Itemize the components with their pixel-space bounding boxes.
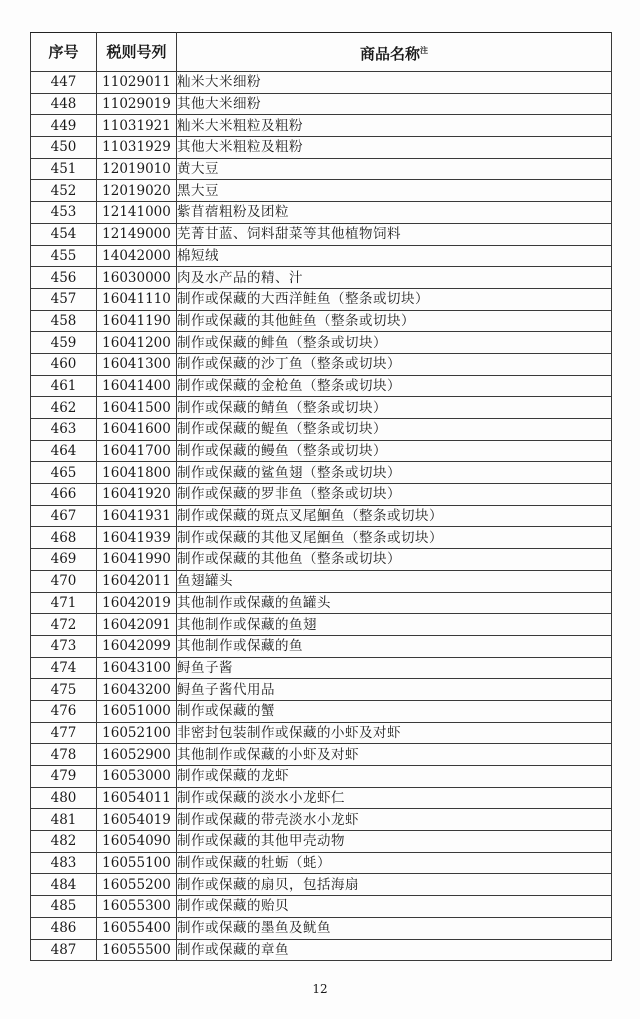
name-cell: 制作或保藏的贻贝: [177, 896, 612, 918]
code-cell: 12019020: [97, 180, 177, 202]
table-row: [31, 614, 612, 636]
table-row: [31, 332, 612, 354]
seq-cell: 466: [31, 484, 97, 506]
table-row: [31, 310, 612, 332]
code-cell: 16041400: [97, 375, 177, 397]
name-cell: 制作或保藏的牡蛎（蚝）: [177, 852, 612, 874]
table-row: [31, 72, 612, 94]
name-cell: 制作或保藏的淡水小龙虾仁: [177, 787, 612, 809]
seq-cell: 451: [31, 158, 97, 180]
seq-cell: 460: [31, 353, 97, 375]
table-row: [31, 527, 612, 549]
name-cell: 制作或保藏的其他鱼（整条或切块）: [177, 549, 612, 571]
seq-cell: 447: [31, 72, 97, 94]
name-cell: 制作或保藏的罗非鱼（整条或切块）: [177, 484, 612, 506]
seq-cell: 454: [31, 223, 97, 245]
table-row: [31, 700, 612, 722]
seq-cell: 458: [31, 310, 97, 332]
name-cell: 籼米大米粗粒及粗粉: [177, 115, 612, 137]
table-row: [31, 549, 612, 571]
code-cell: 16042099: [97, 635, 177, 657]
seq-cell: 453: [31, 202, 97, 224]
code-cell: 16043100: [97, 657, 177, 679]
table-row: [31, 505, 612, 527]
table-row: [31, 896, 612, 918]
seq-cell: 469: [31, 549, 97, 571]
table-row: [31, 419, 612, 441]
seq-cell: 480: [31, 787, 97, 809]
name-cell: 制作或保藏的蟹: [177, 700, 612, 722]
seq-cell: 485: [31, 896, 97, 918]
table-row: [31, 353, 612, 375]
table-row: [31, 484, 612, 506]
seq-cell: 462: [31, 397, 97, 419]
seq-cell: 486: [31, 917, 97, 939]
code-cell: 16041990: [97, 549, 177, 571]
seq-cell: 475: [31, 679, 97, 701]
code-cell: 16054019: [97, 809, 177, 831]
table-row: [31, 375, 612, 397]
name-cell: 鲟鱼子酱: [177, 657, 612, 679]
table-row: [31, 570, 612, 592]
code-cell: 16055200: [97, 874, 177, 896]
table-row: [31, 787, 612, 809]
seq-cell: 487: [31, 939, 97, 961]
table-row: [31, 679, 612, 701]
code-cell: 16055100: [97, 852, 177, 874]
code-cell: 16052100: [97, 722, 177, 744]
code-cell: 16054011: [97, 787, 177, 809]
name-cell: 紫苜蓿粗粉及团粒: [177, 202, 612, 224]
name-cell: 制作或保藏的鳗鱼（整条或切块）: [177, 440, 612, 462]
name-cell: 制作或保藏的墨鱼及鱿鱼: [177, 917, 612, 939]
table-row: [31, 180, 612, 202]
code-cell: 16042091: [97, 614, 177, 636]
table-row: [31, 137, 612, 159]
table-row: [31, 267, 612, 289]
name-cell: 制作或保藏的龙虾: [177, 766, 612, 788]
table-row: [31, 462, 612, 484]
code-cell: 12149000: [97, 223, 177, 245]
header-code-label: 税则号列: [106, 43, 167, 61]
name-cell: 制作或保藏的大西洋鲑鱼（整条或切块）: [177, 288, 612, 310]
seq-cell: 467: [31, 505, 97, 527]
seq-cell: 473: [31, 635, 97, 657]
seq-cell: 465: [31, 462, 97, 484]
code-cell: 16041920: [97, 484, 177, 506]
seq-cell: 455: [31, 245, 97, 267]
code-cell: 16053000: [97, 766, 177, 788]
table-row: [31, 831, 612, 853]
seq-cell: 482: [31, 831, 97, 853]
name-cell: 鲟鱼子酱代用品: [177, 679, 612, 701]
table-row: [31, 917, 612, 939]
table-row: [31, 223, 612, 245]
code-cell: 16041300: [97, 353, 177, 375]
table-row: [31, 288, 612, 310]
name-cell: 制作或保藏的扇贝，包括海扇: [177, 874, 612, 896]
name-cell: 制作或保藏的带壳淡水小龙虾: [177, 809, 612, 831]
seq-cell: 471: [31, 592, 97, 614]
seq-cell: 461: [31, 375, 97, 397]
seq-cell: 478: [31, 744, 97, 766]
header-name-label: 商品名称: [359, 45, 420, 63]
seq-cell: 452: [31, 180, 97, 202]
code-cell: 16043200: [97, 679, 177, 701]
table-row: [31, 809, 612, 831]
table-header: [31, 33, 612, 72]
name-cell: 肉及水产品的精、汁: [177, 267, 612, 289]
code-cell: 16041500: [97, 397, 177, 419]
seq-cell: 456: [31, 267, 97, 289]
name-cell: 制作或保藏的沙丁鱼（整条或切块）: [177, 353, 612, 375]
code-cell: 16041931: [97, 505, 177, 527]
table-row: [31, 202, 612, 224]
code-cell: 11031921: [97, 115, 177, 137]
seq-cell: 459: [31, 332, 97, 354]
name-cell: 芜菁甘蓝、饲料甜菜等其他植物饲料: [177, 223, 612, 245]
code-cell: 16052900: [97, 744, 177, 766]
seq-cell: 457: [31, 288, 97, 310]
name-cell: 籼米大米细粉: [177, 72, 612, 94]
code-cell: 16041600: [97, 419, 177, 441]
name-cell: 其他制作或保藏的鱼翅: [177, 614, 612, 636]
seq-cell: 463: [31, 419, 97, 441]
code-cell: 16054090: [97, 831, 177, 853]
header-code: [97, 33, 177, 72]
table-row: [31, 852, 612, 874]
seq-cell: 470: [31, 570, 97, 592]
code-cell: 16041700: [97, 440, 177, 462]
code-cell: 12141000: [97, 202, 177, 224]
name-cell: 制作或保藏的斑点叉尾鮰鱼（整条或切块）: [177, 505, 612, 527]
table-body: [31, 72, 612, 961]
page-number: 12: [312, 982, 328, 996]
code-cell: 16051000: [97, 700, 177, 722]
name-cell: 黑大豆: [177, 180, 612, 202]
name-cell: 制作或保藏的鲭鱼（整条或切块）: [177, 397, 612, 419]
code-cell: 11031929: [97, 137, 177, 159]
table-row: [31, 440, 612, 462]
name-cell: 制作或保藏的鳀鱼（整条或切块）: [177, 419, 612, 441]
header-seq: [31, 33, 97, 72]
code-cell: 16042019: [97, 592, 177, 614]
table-row: [31, 158, 612, 180]
name-cell: 鱼翅罐头: [177, 570, 612, 592]
code-cell: 16041190: [97, 310, 177, 332]
header-row: [31, 33, 612, 72]
name-cell: 非密封包装制作或保藏的小虾及对虾: [177, 722, 612, 744]
tariff-table: [30, 32, 612, 961]
code-cell: 11029019: [97, 93, 177, 115]
table-row: [31, 397, 612, 419]
code-cell: 11029011: [97, 72, 177, 94]
table-row: [31, 93, 612, 115]
code-cell: 16041939: [97, 527, 177, 549]
table-row: [31, 657, 612, 679]
code-cell: 16042011: [97, 570, 177, 592]
name-cell: 其他大米细粉: [177, 93, 612, 115]
seq-cell: 484: [31, 874, 97, 896]
code-cell: 16041800: [97, 462, 177, 484]
table-row: [31, 766, 612, 788]
name-cell: 黄大豆: [177, 158, 612, 180]
code-cell: 16041200: [97, 332, 177, 354]
name-cell: 制作或保藏的金枪鱼（整条或切块）: [177, 375, 612, 397]
seq-cell: 464: [31, 440, 97, 462]
code-cell: 12019010: [97, 158, 177, 180]
header-name: [177, 33, 612, 72]
seq-cell: 474: [31, 657, 97, 679]
name-cell: 制作或保藏的鲱鱼（整条或切块）: [177, 332, 612, 354]
seq-cell: 479: [31, 766, 97, 788]
seq-cell: 472: [31, 614, 97, 636]
code-cell: 16030000: [97, 267, 177, 289]
name-cell: 制作或保藏的其他鲑鱼（整条或切块）: [177, 310, 612, 332]
table-row: [31, 744, 612, 766]
code-cell: 14042000: [97, 245, 177, 267]
table-row: [31, 115, 612, 137]
seq-cell: 448: [31, 93, 97, 115]
seq-cell: 477: [31, 722, 97, 744]
code-cell: 16041110: [97, 288, 177, 310]
code-cell: 16055300: [97, 896, 177, 918]
header-seq-label: 序号: [48, 43, 79, 61]
seq-cell: 449: [31, 115, 97, 137]
table-row: [31, 874, 612, 896]
table-row: [31, 245, 612, 267]
name-cell: 其他制作或保藏的小虾及对虾: [177, 744, 612, 766]
name-cell: 其他制作或保藏的鱼: [177, 635, 612, 657]
name-cell: 制作或保藏的鲨鱼翅（整条或切块）: [177, 462, 612, 484]
code-cell: 16055400: [97, 917, 177, 939]
name-cell: 制作或保藏的其他甲壳动物: [177, 831, 612, 853]
table-row: [31, 939, 612, 961]
name-cell: 棉短绒: [177, 245, 612, 267]
name-cell: 制作或保藏的其他叉尾鮰鱼（整条或切块）: [177, 527, 612, 549]
seq-cell: 483: [31, 852, 97, 874]
seq-cell: 476: [31, 700, 97, 722]
header-name-note: 注: [420, 45, 428, 55]
seq-cell: 481: [31, 809, 97, 831]
name-cell: 其他大米粗粒及粗粉: [177, 137, 612, 159]
seq-cell: 468: [31, 527, 97, 549]
code-cell: 16055500: [97, 939, 177, 961]
table-row: [31, 722, 612, 744]
seq-cell: 450: [31, 137, 97, 159]
name-cell: 其他制作或保藏的鱼罐头: [177, 592, 612, 614]
name-cell: 制作或保藏的章鱼: [177, 939, 612, 961]
table-row: [31, 635, 612, 657]
table-row: [31, 592, 612, 614]
